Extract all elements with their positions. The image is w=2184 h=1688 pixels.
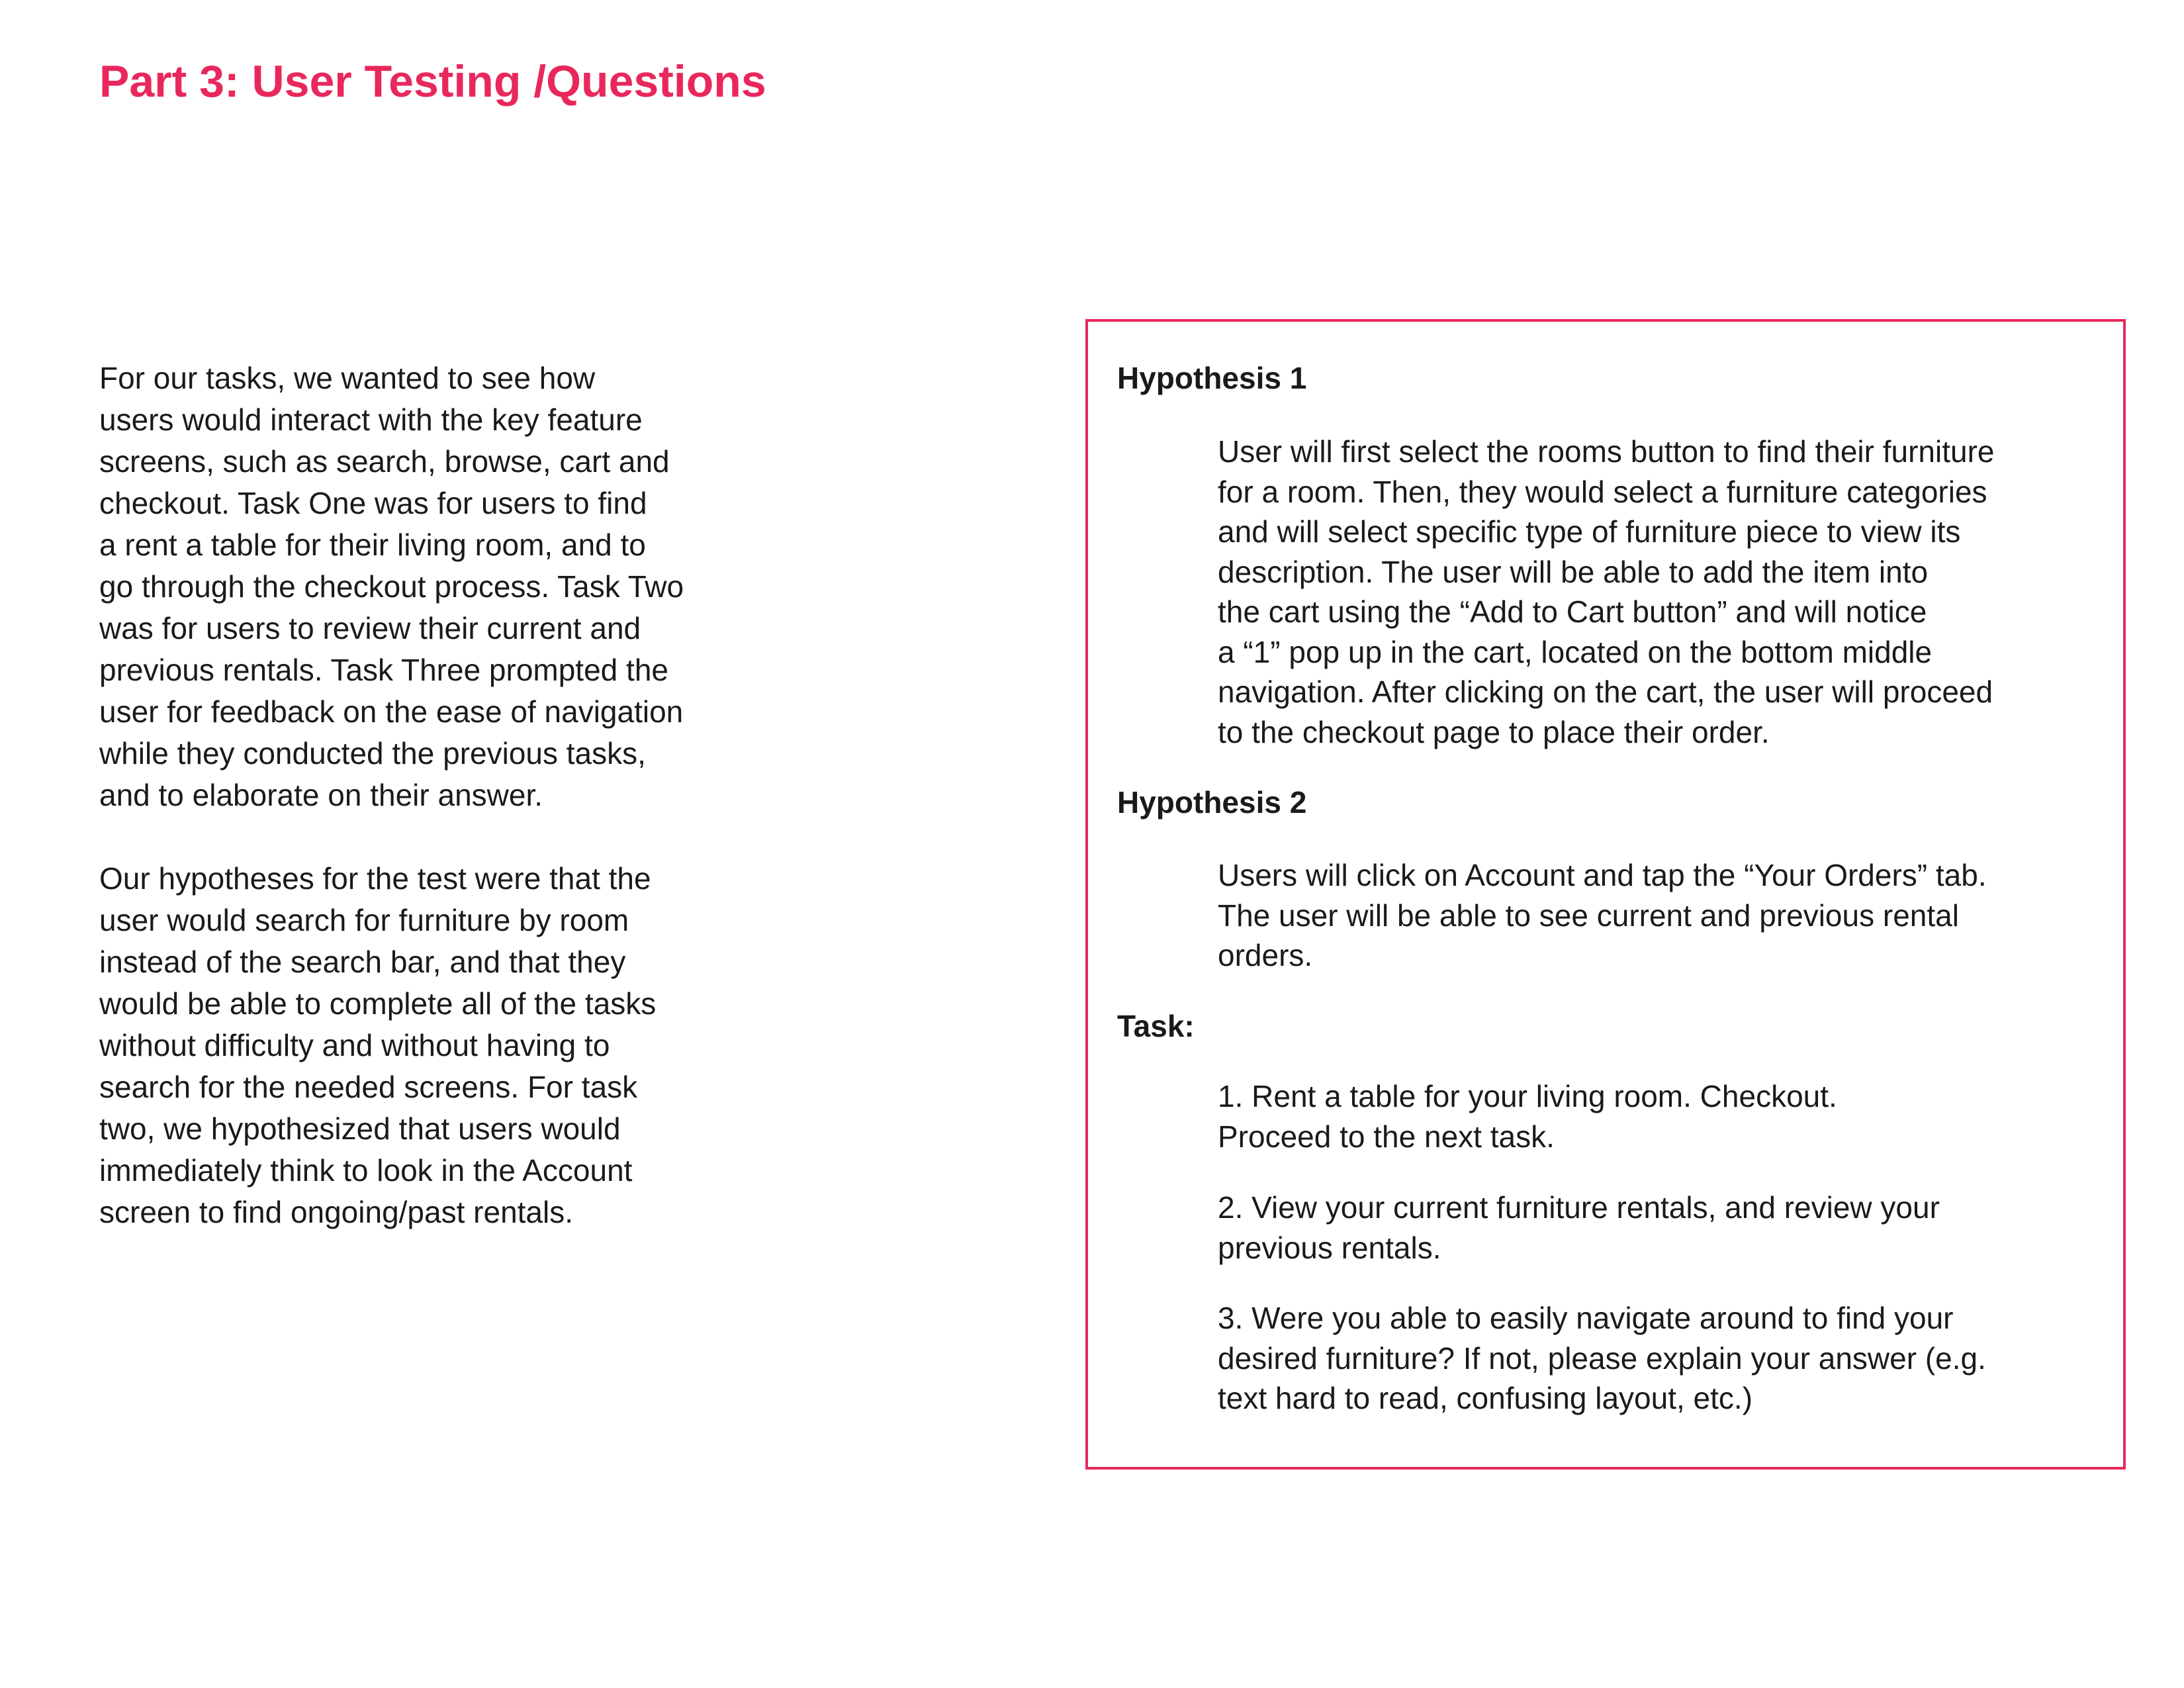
hypotheses-box	[1085, 319, 2126, 1470]
task-3-text: 3. Were you able to easily navigate around to find your desired furniture? If not, please explain your answer (e.g. text hard to read, confusing layout, etc.)	[1218, 1301, 1986, 1415]
task-2-text: 2. View your current furniture rentals, and review your previous rentals.	[1218, 1190, 1940, 1265]
intro-paragraph-tasks: For our tasks, we wanted to see how users would interact with the key feature screens, such as search, browse, cart and checkout. Task One was for users to find a rent a table for their living room, and to go through the checkout process. Task Two was for users to review their current and previous rentals. Task Three prompted the user for feedback on the ease of navigation while they conducted the previous tasks, and to elaborate on their answer.	[99, 361, 684, 812]
task-heading: Task:	[1117, 1009, 1195, 1043]
intro-paragraph-hypotheses: Our hypotheses for the test were that the user would search for furniture by room instead of the search bar, and that they would be able to complete all of the tasks without difficulty and without having to search for the needed screens. For task two, we hypothesized that users would immediately think to look in the Account screen to find ongoing/past rentals.	[99, 861, 657, 1229]
task-1-text: 1. Rent a table for your living room. Checkout. Proceed to the next task.	[1218, 1079, 1837, 1154]
hypothesis-2-heading: Hypothesis 2	[1117, 785, 1307, 820]
intro-text	[99, 357, 788, 1233]
page-title: Part 3: User Testing /Questions	[99, 56, 766, 107]
hypothesis-1-text: User will first select the rooms button to find their furniture for a room. Then, they would select a furniture categories and will select specific type of furniture piece to view its description. The user will be able to add the item into the cart using the “Add to Cart button” and will notice a “1” pop up in the cart, located on the bottom middle navigation. After clicking on the cart, the user will proceed to the checkout page to place their order.	[1218, 434, 1995, 749]
hypothesis-1-heading: Hypothesis 1	[1117, 361, 1307, 395]
hypothesis-2-text: Users will click on Account and tap the “Your Orders” tab. The user will be able to see current and previous rental orders.	[1218, 858, 1987, 972]
